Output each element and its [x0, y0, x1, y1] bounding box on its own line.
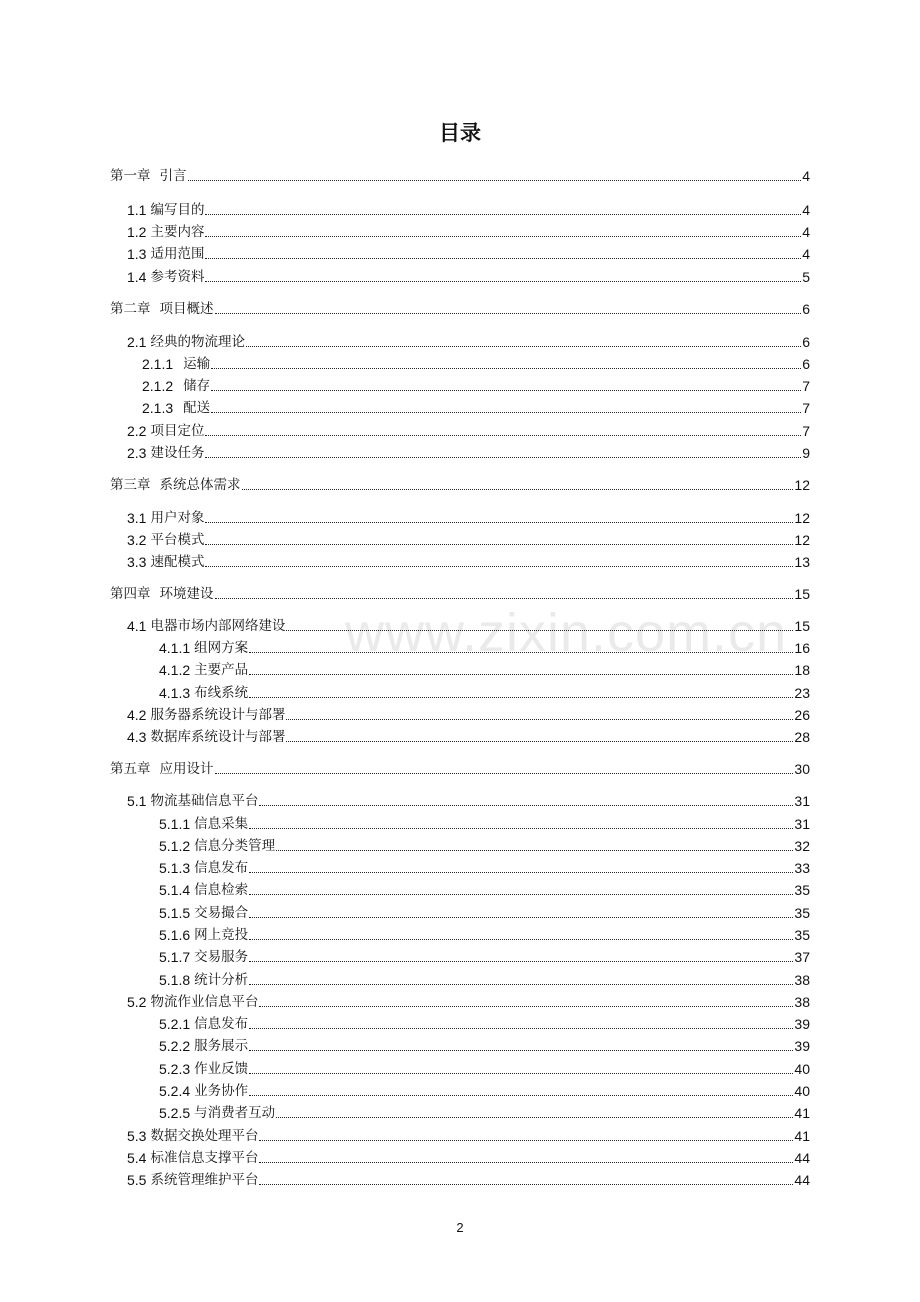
toc-entry-title: 编写目的: [150, 202, 205, 218]
toc-entry-title: 经典的物流理论: [150, 334, 245, 350]
toc-entry[interactable]: [159, 944, 810, 966]
toc-entry-number: 4.2: [127, 707, 147, 723]
dot-leader: [242, 489, 794, 490]
toc-entry[interactable]: [159, 833, 810, 855]
toc-entry-number: 5.2: [127, 994, 147, 1010]
toc-entry-page: 23: [794, 685, 810, 701]
dot-leader: [205, 258, 801, 259]
dot-leader: [205, 544, 793, 545]
dot-leader: [276, 1117, 793, 1118]
page-number: 2: [456, 1220, 464, 1235]
toc-entry[interactable]: [159, 1100, 810, 1122]
dot-leader: [205, 457, 801, 458]
toc-entry-title: 运输: [183, 356, 211, 372]
toc-entry-title: 标准信息支撑平台: [150, 1150, 259, 1166]
toc-entry[interactable]: [159, 877, 810, 899]
toc-entry-page: 44: [794, 1172, 810, 1188]
dot-leader: [249, 697, 793, 698]
page-title: 目录: [439, 121, 481, 145]
dot-leader: [246, 346, 801, 347]
toc-entry-page: 4: [802, 224, 810, 240]
dot-leader: [249, 917, 793, 918]
toc-entry-page: 26: [794, 707, 810, 723]
toc-entry-number: 5.1.5: [159, 905, 191, 921]
toc-entry-number: 第五章: [110, 761, 151, 777]
toc-entry-title: 信息分类管理: [194, 838, 276, 854]
toc-entry-title: 信息采集: [194, 816, 249, 832]
toc-entry-number: 第一章: [110, 168, 151, 184]
toc-entry[interactable]: [110, 581, 810, 603]
watermark: www.zixin.com.cn: [345, 603, 788, 663]
toc-entry-page: 39: [794, 1038, 810, 1054]
toc-entry[interactable]: [127, 989, 810, 1011]
toc-entry-title: 业务协作: [194, 1083, 249, 1099]
toc-entry-number: 5.3: [127, 1128, 147, 1144]
toc-entry[interactable]: [127, 724, 810, 746]
toc-entry-page: 39: [794, 1016, 810, 1032]
toc-entry-page: 40: [794, 1061, 810, 1077]
toc-entry-title: 适用范围: [150, 246, 205, 262]
toc-entry-number: 5.4: [127, 1150, 147, 1166]
toc-entry-number: 5.1.8: [159, 972, 191, 988]
toc-entry-page: 5: [802, 269, 810, 285]
dot-leader: [249, 984, 793, 985]
toc-entry-page: 9: [802, 445, 810, 461]
toc-entry-number: 2.1.1: [142, 356, 174, 372]
toc-entry-page: 37: [794, 949, 810, 965]
toc-entry[interactable]: [159, 967, 810, 989]
toc-entry-title: 信息发布: [194, 860, 249, 876]
toc-entry[interactable]: [127, 505, 810, 527]
toc-entry-page: 41: [794, 1128, 810, 1144]
toc-entry-title: 用户对象: [150, 510, 205, 526]
toc-entry-page: 6: [802, 301, 810, 317]
toc-entry[interactable]: [142, 395, 810, 417]
toc-entry[interactable]: [127, 264, 810, 286]
toc-entry-title: 交易服务: [194, 949, 249, 965]
toc-entry[interactable]: [127, 219, 810, 241]
toc-entry[interactable]: [159, 855, 810, 877]
toc-entry[interactable]: [159, 1078, 810, 1100]
dot-leader: [286, 741, 793, 742]
toc-entry-title: 项目定位: [150, 423, 205, 439]
dot-leader: [259, 805, 793, 806]
toc-entry-page: 35: [794, 905, 810, 921]
toc-entry-page: 31: [794, 793, 810, 809]
toc-entry-number: 第三章: [110, 477, 151, 493]
toc-entry-title: 服务展示: [194, 1038, 249, 1054]
toc-entry-page: 35: [794, 882, 810, 898]
dot-leader: [205, 236, 801, 237]
toc-entry-number: 2.1: [127, 334, 147, 350]
toc-entry-page: 7: [802, 378, 810, 394]
dot-leader: [215, 313, 802, 314]
dot-leader: [211, 368, 801, 369]
toc-entry[interactable]: [127, 241, 810, 263]
toc-entry[interactable]: [142, 351, 810, 373]
toc-entry-page: 33: [794, 860, 810, 876]
toc-entry[interactable]: [127, 418, 810, 440]
toc-entry-page: 40: [794, 1083, 810, 1099]
toc-entry-title: 速配模式: [150, 554, 205, 570]
toc-entry[interactable]: [127, 549, 810, 571]
toc-entry-number: 第四章: [110, 586, 151, 602]
toc-entry-page: 4: [802, 246, 810, 262]
dot-leader: [249, 828, 793, 829]
toc-entry[interactable]: [159, 635, 810, 657]
toc-entry-title: 网上竞投: [194, 927, 249, 943]
toc-entry-page: 38: [794, 994, 810, 1010]
toc-entry-title: 物流基础信息平台: [150, 793, 259, 809]
toc-entry-title: 作业反馈: [194, 1061, 249, 1077]
dot-leader: [259, 1162, 793, 1163]
dot-leader: [205, 522, 793, 523]
dot-leader: [205, 435, 801, 436]
toc-entry-page: 15: [794, 586, 810, 602]
toc-entry-number: 2.2: [127, 423, 147, 439]
toc-entry-page: 18: [794, 662, 810, 678]
toc-entry-page: 7: [802, 400, 810, 416]
toc-entry-page: 12: [794, 477, 810, 493]
dot-leader: [249, 939, 793, 940]
toc-entry-number: 5.1.6: [159, 927, 191, 943]
toc-entry[interactable]: [127, 702, 810, 724]
dot-leader: [249, 961, 793, 962]
toc-entry[interactable]: [110, 163, 810, 185]
toc-entry-title: 数据库系统设计与部署: [150, 729, 286, 745]
dot-leader: [249, 1095, 793, 1096]
dot-leader: [249, 894, 793, 895]
toc-entry-page: 41: [794, 1105, 810, 1121]
dot-leader: [259, 1006, 793, 1007]
dot-leader: [259, 1140, 793, 1141]
toc-entry[interactable]: [110, 296, 810, 318]
dot-leader: [249, 1073, 793, 1074]
toc-entry-number: 5.5: [127, 1172, 147, 1188]
toc-entry-page: 7: [802, 423, 810, 439]
dot-leader: [205, 281, 801, 282]
toc-entry-page: 31: [794, 816, 810, 832]
dot-leader: [249, 652, 793, 653]
dot-leader: [211, 412, 801, 413]
toc-entry-number: 5.1.3: [159, 860, 191, 876]
toc-entry-page: 28: [794, 729, 810, 745]
toc-entry-number: 3.2: [127, 532, 147, 548]
dot-leader: [276, 850, 793, 851]
toc-entry-number: 5.1.1: [159, 816, 191, 832]
toc-entry-page: 6: [802, 356, 810, 372]
toc-entry-number: 1.1: [127, 202, 147, 218]
toc-entry-number: 5.1.7: [159, 949, 191, 965]
toc-entry-title: 主要内容: [150, 224, 205, 240]
toc-entry-number: 5.2.1: [159, 1016, 191, 1032]
toc-entry-number: 第二章: [110, 301, 151, 317]
toc-entry[interactable]: [127, 1145, 810, 1167]
toc-entry-number: 1.2: [127, 224, 147, 240]
toc-entry-title: 统计分析: [194, 972, 249, 988]
toc-entry-number: 4.1: [127, 618, 147, 634]
toc-entry-title: 主要产品: [194, 662, 249, 678]
toc-entry-title: 系统总体需求: [159, 477, 241, 493]
toc-entry-title: 引言: [159, 168, 187, 184]
toc-entry[interactable]: [127, 329, 810, 351]
dot-leader: [205, 214, 801, 215]
toc-entry-number: 3.3: [127, 554, 147, 570]
toc-entry-number: 5.2.4: [159, 1083, 191, 1099]
toc-entry-page: 44: [794, 1150, 810, 1166]
toc-entry[interactable]: [159, 1011, 810, 1033]
toc-entry[interactable]: [127, 788, 810, 810]
toc-entry-title: 服务器系统设计与部署: [150, 707, 286, 723]
dot-leader: [211, 390, 801, 391]
toc-entry-title: 配送: [183, 400, 211, 416]
dot-leader: [286, 719, 793, 720]
toc-entry-number: 4.3: [127, 729, 147, 745]
toc-entry-title: 电器市场内部网络建设: [150, 618, 286, 634]
toc-entry-page: 38: [794, 972, 810, 988]
toc-entry-number: 2.1.2: [142, 378, 174, 394]
toc-entry-title: 应用设计: [159, 761, 214, 777]
dot-leader: [249, 872, 793, 873]
toc-entry-title: 信息发布: [194, 1016, 249, 1032]
toc-entry-number: 5.2.3: [159, 1061, 191, 1077]
toc-entry[interactable]: [159, 680, 810, 702]
toc-entry-title: 平台模式: [150, 532, 205, 548]
toc-entry-title: 物流作业信息平台: [150, 994, 259, 1010]
dot-leader: [249, 1050, 793, 1051]
toc-entry-page: 12: [794, 532, 810, 548]
toc-entry-page: 12: [794, 510, 810, 526]
toc-entry[interactable]: [110, 756, 810, 778]
toc-entry[interactable]: [127, 1167, 810, 1189]
toc-entry-title: 交易撮合: [194, 905, 249, 921]
toc-entry-title: 布线系统: [194, 685, 249, 701]
toc-entry-page: 15: [794, 618, 810, 634]
toc-entry-number: 1.3: [127, 246, 147, 262]
toc-entry[interactable]: [159, 657, 810, 679]
toc-entry[interactable]: [159, 1033, 810, 1055]
dot-leader: [259, 1184, 793, 1185]
toc-entry[interactable]: [127, 527, 810, 549]
toc-entry-number: 2.3: [127, 445, 147, 461]
toc-entry-number: 5.1.2: [159, 838, 191, 854]
toc-entry-number: 4.1.2: [159, 662, 191, 678]
toc-entry-number: 4.1.3: [159, 685, 191, 701]
toc-entry-title: 系统管理维护平台: [150, 1172, 259, 1188]
dot-leader: [286, 630, 793, 631]
dot-leader: [249, 674, 793, 675]
dot-leader: [215, 598, 794, 599]
toc-entry-number: 5.2.5: [159, 1105, 191, 1121]
toc-entry-number: 5.1: [127, 793, 147, 809]
toc-entry-number: 2.1.3: [142, 400, 174, 416]
toc-entry-page: 16: [794, 640, 810, 656]
toc-entry[interactable]: [127, 440, 810, 462]
toc-entry-title: 环境建设: [159, 586, 214, 602]
toc-entry-page: 13: [794, 554, 810, 570]
toc-entry[interactable]: [142, 373, 810, 395]
dot-leader: [249, 1028, 793, 1029]
toc-entry-page: 35: [794, 927, 810, 943]
toc-entry-page: 32: [794, 838, 810, 854]
toc-entry[interactable]: [159, 811, 810, 833]
toc-entry-number: 5.1.4: [159, 882, 191, 898]
toc-entry[interactable]: [110, 472, 810, 494]
dot-leader: [188, 180, 802, 181]
toc-entry-title: 储存: [183, 378, 211, 394]
toc-entry-title: 组网方案: [194, 640, 249, 656]
toc-entry[interactable]: [159, 1056, 810, 1078]
toc-entry-page: 30: [794, 761, 810, 777]
toc-entry-title: 项目概述: [159, 301, 214, 317]
dot-leader: [205, 566, 793, 567]
toc-entry-page: 4: [802, 168, 810, 184]
toc-entry-page: 4: [802, 202, 810, 218]
toc-entry[interactable]: [127, 197, 810, 219]
toc-entry[interactable]: [127, 613, 810, 635]
toc-entry-title: 建设任务: [150, 445, 205, 461]
toc-entry[interactable]: [159, 900, 810, 922]
toc-entry-number: 3.1: [127, 510, 147, 526]
toc-entry[interactable]: [159, 922, 810, 944]
toc-entry-title: 信息检索: [194, 882, 249, 898]
toc-entry-number: 4.1.1: [159, 640, 191, 656]
toc-entry-title: 参考资料: [150, 269, 205, 285]
toc-entry-title: 数据交换处理平台: [150, 1128, 259, 1144]
toc-entry-title: 与消费者互动: [194, 1105, 276, 1121]
toc-entry-page: 6: [802, 334, 810, 350]
toc-entry-number: 5.2.2: [159, 1038, 191, 1054]
toc-entry-number: 1.4: [127, 269, 147, 285]
dot-leader: [215, 773, 794, 774]
toc-entry[interactable]: [127, 1123, 810, 1145]
